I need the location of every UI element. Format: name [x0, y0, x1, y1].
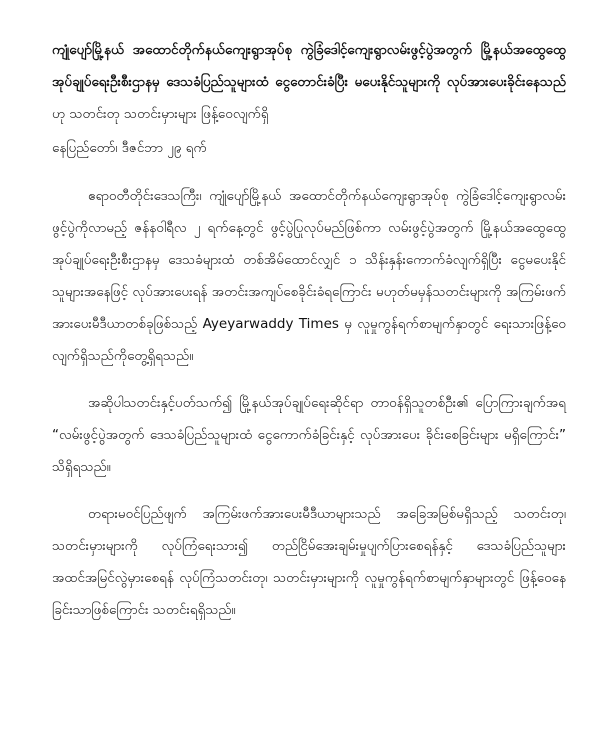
article-headline — [52, 34, 566, 130]
headline-bold-text: ကျုံပျော်မြို့နယ် အထောင်တိုက်နယ်ကျေးရွာအုပ်စု ကွဲခြံဒေါင့်ကျေးရွာလမ်းဖွင့်ပွဲအတွက် မြို့နယ်အထွေထွေအုပ်ချုပ်ရေးဦးစီးဌာနမှ ဒေသခံပြည်သူများထံ ငွေတောင်းခံပြီး မပေးနိုင်သူများကို လုပ်အားပေးခိုင်းနေသည် — [52, 42, 566, 90]
article-paragraph-1: ဧရာဝတီတိုင်းဒေသကြီး၊ ကျုံပျော်မြို့နယ် အထောင်တိုက်နယ်ကျေးရွာအုပ်စု ကွဲခြံဒေါင့်ကျေးရွာလမ်းဖွင့်ပွဲကိုလာမည့် ဇန်နဝါရီလ ၂ ရက်နေ့တွင် ဖွင့်ပွဲပြုလုပ်မည်ဖြစ်ကာ လမ်းဖွင့်ပွဲအတွက် မြို့နယ်အထွေထွေအုပ်ချုပ်ရေးဦးစီးဌာနမှ ဒေသခံများထံ တစ်အိမ်ထောင်လျှင် ၁ သိန်းနှန်းကောက်ခံလျက်ရှိပြီး ငွေမပေးနိုင်သူများအနေဖြင့် လုပ်အားပေးရန် အတင်းအကျပ်စေခိုင်းခံရကြောင်း မဟုတ်မမှန်သတင်းများကို အကြမ်းဖက်အားပေးမီဒီယာတစ်ခုဖြစ်သည့် Ayeyarwaddy Times မှ လူမှုကွန်ရက်စာမျက်နှာတွင် ရေးသားဖြန့်ဝေလျက်ရှိသည်ကိုတွေ့ရှိရသည်။ — [52, 188, 566, 364]
article-paragraph-3: တရားမဝင်ပြည်ဖျက် အကြမ်းဖက်အားပေးမီဒီယာများသည် အခြေအမြစ်မရှိသည့် သတင်းတု၊ သတင်းမှားများကို လုပ်ကြံရေးသား၍ တည်ငြိမ်အေးချမ်းမှုပျက်ပြားစေရန်နှင့် ဒေသခံပြည်သူများ အထင်အမြင်လွဲမှားစေရန် လုပ်ကြံသတင်းတု၊ သတင်းမှားများကို လူမှုကွန်ရက်စာမျက်နှာများတွင် ဖြန့်ဝေနေခြင်းသာဖြစ်ကြောင်း သတင်းရရှိသည်။ — [52, 506, 566, 618]
headline-suffix-text: ဟု သတင်းတု သတင်းမှားများ ဖြန့်ဝေလျက်ရှိ — [52, 106, 269, 122]
article-dateline: နေပြည်တော်၊ ဒီဇင်ဘာ ၂၉ ရက် — [52, 140, 207, 156]
article-paragraph-2: အဆိုပါသတင်းနှင့်ပတ်သက်၍ မြို့နယ်အုပ်ချုပ်ရေးဆိုင်ရာ တာဝန်ရှိသူတစ်ဦး၏ ပြောကြားချက်အရ “လမ်းဖွင့်ပွဲအတွက် ဒေသခံပြည်သူများထံ ငွေကောက်ခံခြင်းနှင့် လုပ်အားပေး ခိုင်းစေခြင်းများ မရှိကြောင်း” သိရှိရသည်။ — [52, 395, 566, 475]
